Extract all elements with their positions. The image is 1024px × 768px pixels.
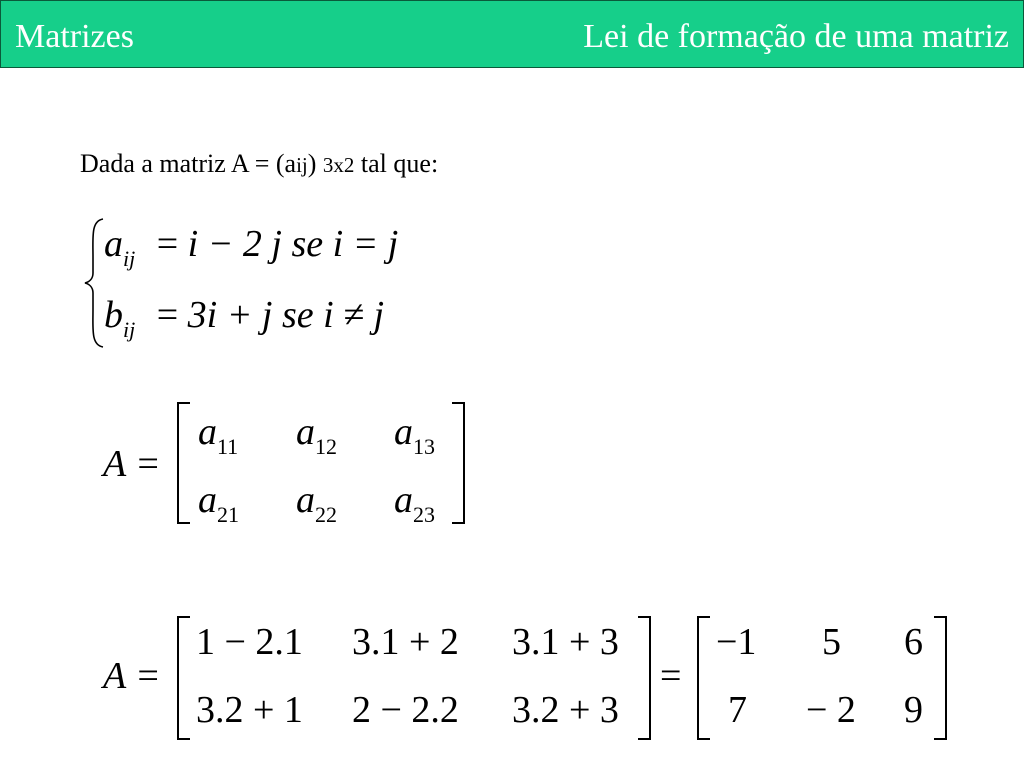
matrix-general-cell-a23: $a_{23}$ xyxy=(394,479,435,527)
intro-subscript: ij xyxy=(296,153,308,177)
matrix-expr-cell-12: 3.1 + 2 xyxy=(352,621,459,663)
slide-header xyxy=(0,0,1024,68)
eq2-equals: = xyxy=(156,294,179,336)
intro-sentence xyxy=(80,147,438,182)
intro-dimension: 3x2 xyxy=(322,153,355,177)
eq1-sub: ij xyxy=(123,246,136,271)
matrix-expr-cell-23: 3.2 + 3 xyxy=(512,689,619,731)
matrix-result-cell-13: 6 xyxy=(904,621,923,663)
slide-section-title: Matrizes xyxy=(15,18,134,55)
matrix-general-left-bracket xyxy=(176,402,192,524)
matrix-general-label: A = xyxy=(103,443,161,485)
eq2-condition: i ≠ j xyxy=(323,294,385,336)
matrix-equals-sign: = xyxy=(660,655,682,697)
eq1-rhs: i − 2 j xyxy=(187,223,282,265)
matrix-expr-right-bracket xyxy=(636,616,652,740)
eq1-condition: i = j xyxy=(332,223,399,265)
matrix-result-cell-21: 7 xyxy=(728,689,747,731)
matrix-expr-cell-11: 1 − 2.1 xyxy=(196,621,303,663)
matrix-result-right-bracket xyxy=(932,616,948,740)
matrix-expr-cell-22: 2 − 2.2 xyxy=(352,689,459,731)
eq2-rhs: 3i + j xyxy=(187,294,273,336)
left-brace xyxy=(83,217,105,349)
eq1-cond-word: se xyxy=(291,223,324,265)
matrix-expr-cell-21: 3.2 + 1 xyxy=(196,689,303,731)
matrix-result-cell-22: − 2 xyxy=(806,689,856,731)
eq1-equals: = xyxy=(156,223,179,265)
matrix-general-right-bracket xyxy=(450,402,466,524)
intro-text-before: Dada a matriz A = (a xyxy=(80,149,297,178)
matrix-general-cell-a22: $a_{22}$ xyxy=(296,479,337,527)
eq2-var: b xyxy=(104,294,123,336)
intro-close-paren: ) xyxy=(307,149,317,178)
matrix-general-cell-a11: $a_{11}$ xyxy=(198,411,239,459)
matrix-general-cell-a21: $a_{21}$ xyxy=(198,479,239,527)
matrix-general-cell-a12: $a_{12}$ xyxy=(296,411,337,459)
matrix-general-cell-a13: $a_{13}$ xyxy=(394,411,435,459)
matrix-result-cell-12: 5 xyxy=(822,621,841,663)
slide-topic-title: Lei de formação de uma matriz xyxy=(583,18,1009,55)
eq2-sub: ij xyxy=(123,317,136,342)
eq2-cond-word: se xyxy=(281,294,314,336)
matrix-result-cell-23: 9 xyxy=(904,689,923,731)
intro-text-after: tal que: xyxy=(360,149,439,178)
matrix-expr-left-bracket xyxy=(176,616,192,740)
equation-aij xyxy=(104,222,398,281)
eq1-var: a xyxy=(104,223,123,265)
matrix-result-cell-11: −1 xyxy=(716,621,757,663)
matrix-computed-label: A = xyxy=(103,655,161,697)
matrix-expr-cell-13: 3.1 + 3 xyxy=(512,621,619,663)
matrix-result-left-bracket xyxy=(696,616,712,740)
equation-bij xyxy=(104,293,384,352)
